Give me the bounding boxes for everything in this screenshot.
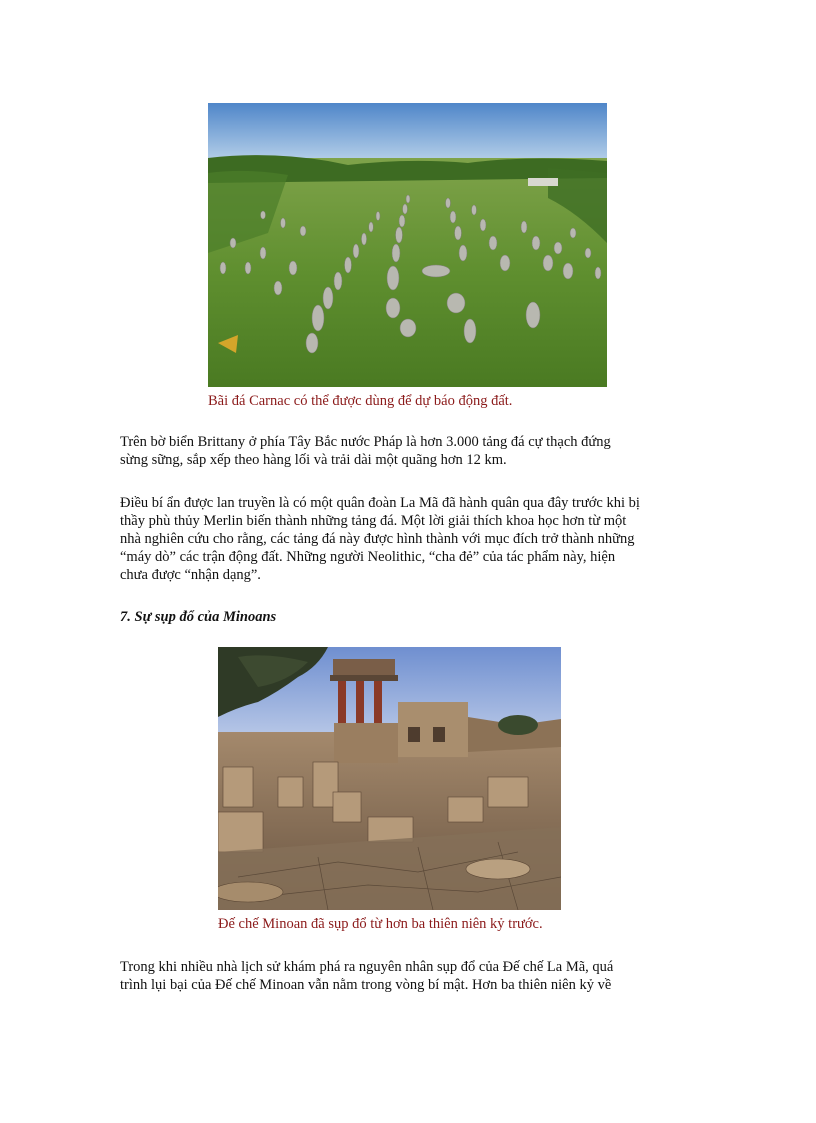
carnac-photo-caption: Bãi đá Carnac có thể được dùng để dự báo động đất.	[208, 393, 513, 409]
brittany-paragraph	[120, 433, 700, 469]
paragraph-line: nhà nghiên cứu cho rằng, các tảng đá này được hình thành với mục đích trở thành những	[120, 531, 635, 547]
minoan-ruins-photo	[218, 647, 561, 910]
carnac-stones-illustration	[208, 103, 607, 387]
minoan-paragraph	[120, 958, 700, 994]
minoan-ruins-illustration	[218, 647, 561, 910]
paragraph-line: thầy phù thủy Merlin biến thành những tảng đá. Một lời giải thích khoa học hơn từ một	[120, 513, 627, 529]
paragraph-line: trình lụi bại của Đế chế Minoan vẫn nằm trong vòng bí mật. Hơn ba thiên niên kỷ về	[120, 977, 612, 993]
section-heading: 7. Sự sụp đổ của Minoans	[120, 609, 277, 625]
paragraph-line: Trong khi nhiều nhà lịch sử khám phá ra nguyên nhân sụp đổ của Đế chế La Mã, quá	[120, 959, 614, 975]
paragraph-line: chưa được “nhận dạng”.	[120, 567, 261, 583]
paragraph-line: “máy dò” các trận động đất. Những người Neolithic, “cha đẻ” của tác phẩm này, hiện	[120, 549, 616, 565]
paragraph-line: sừng sững, sắp xếp theo hàng lối và trải dài một quãng hơn 12 km.	[120, 452, 507, 468]
minoan-photo-caption: Đế chế Minoan đã sụp đổ từ hơn ba thiên niên kỷ trước.	[218, 916, 543, 932]
legend-paragraph	[120, 494, 700, 584]
paragraph-line: Trên bờ biển Brittany ở phía Tây Bắc nước Pháp là hơn 3.000 tảng đá cự thạch đứng	[120, 434, 611, 450]
paragraph-line: Điều bí ẩn được lan truyền là có một quân đoàn La Mã đã hành quân qua đây trước khi bị	[120, 495, 640, 511]
carnac-stones-photo	[208, 103, 607, 387]
